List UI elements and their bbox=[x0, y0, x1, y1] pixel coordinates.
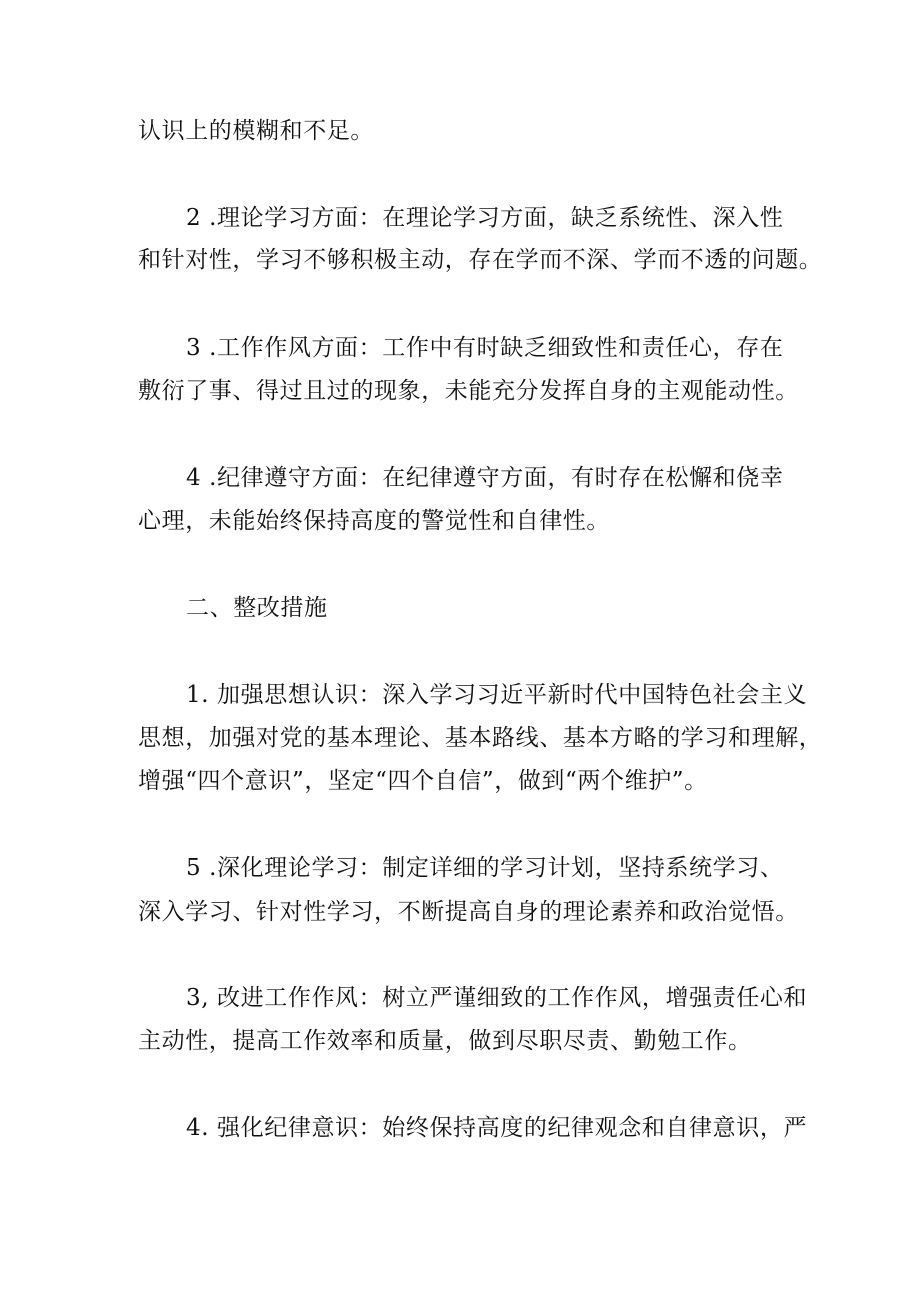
paragraph-line: 深入学习、针对性学习，不断提高自身的理论素养和政治觉悟。 bbox=[138, 899, 799, 925]
paragraph-line: 3, 改进工作作风：树立严谨细致的工作作风，增强责任心和 bbox=[186, 985, 808, 1011]
paragraph-line: 认识上的模糊和不足。 bbox=[138, 118, 374, 144]
paragraph-line: 4 .纪律遵守方面：在纪律遵守方面，有时存在松懈和侥幸 bbox=[186, 465, 784, 491]
paragraph-line: 心理，未能始终保持高度的警觉性和自律性。 bbox=[138, 508, 610, 534]
paragraph-line: 敷衍了事、得过且过的现象，未能充分发挥自身的主观能动性。 bbox=[138, 378, 799, 404]
paragraph-line: 思想，加强对党的基本理论、基本路线、基本方略的学习和理解， bbox=[138, 725, 823, 751]
paragraph-line: 3 .工作作风方面：工作中有时缺乏细致性和责任心，存在 bbox=[186, 335, 784, 361]
paragraph-line: 5 .深化理论学习：制定详细的学习计划，坚持系统学习、 bbox=[186, 855, 784, 881]
paragraph-line: 主动性，提高工作效率和质量，做到尽职尽责、勤勉工作。 bbox=[138, 1028, 752, 1054]
paragraph-line: 4. 强化纪律意识：始终保持高度的纪律观念和自律意识，严 bbox=[186, 1115, 808, 1141]
paragraph-line: 增强“四个意识”，坚定“四个自信”，做到“两个维护”。 bbox=[138, 768, 708, 794]
paragraph-line: 2 .理论学习方面：在理论学习方面，缺乏系统性、深入性 bbox=[186, 205, 784, 231]
section-heading: 二、整改措施 bbox=[186, 595, 328, 621]
paragraph-line: 和针对性，学习不够积极主动，存在学而不深、学而不透的问题。 bbox=[138, 247, 823, 273]
paragraph-line: 1. 加强思想认识：深入学习习近平新时代中国特色社会主义 bbox=[186, 682, 808, 708]
